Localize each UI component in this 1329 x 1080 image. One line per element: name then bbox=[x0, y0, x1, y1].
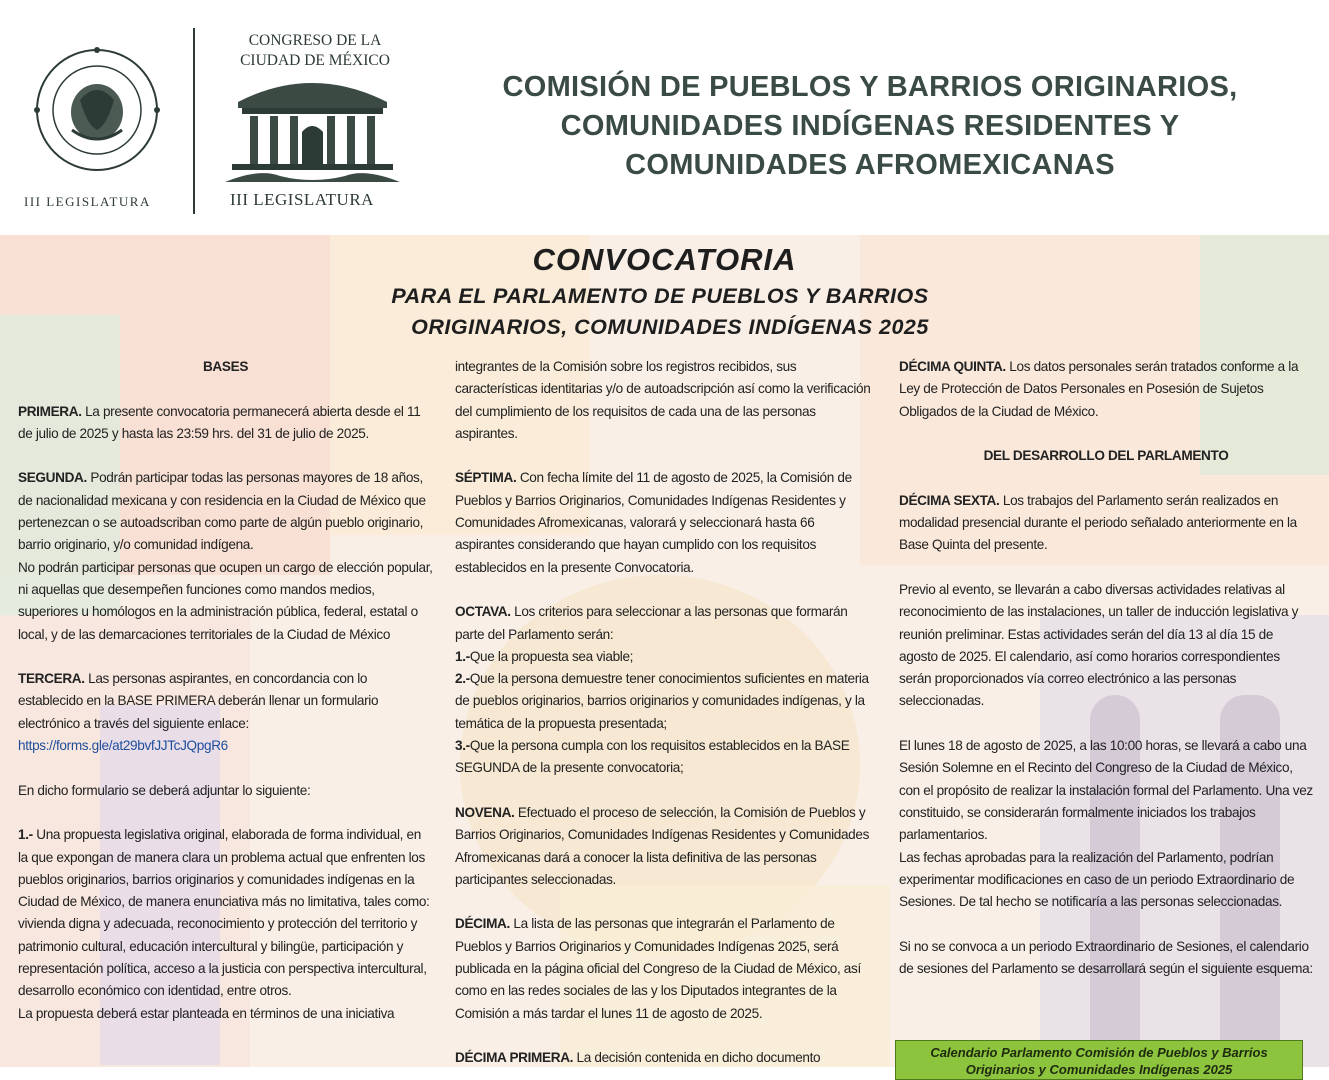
criterion-1 bbox=[455, 646, 871, 668]
criterion-1-label: 1.- bbox=[455, 648, 470, 664]
base-tercera-text: Las personas aspirantes, en concordancia con lo establecido en la BASE PRIMERA deberán llenar un formulario electrónico a través del siguiente enlace: bbox=[18, 671, 379, 731]
criterion-2-text: Que la persona demuestre tener conocimientos suficientes en materia de pueblos originarios, barrios originarios y comunidades indígenas, y la temática de la propuesta presentada; bbox=[455, 671, 869, 731]
criterion-2 bbox=[455, 668, 871, 735]
commission-title-line: COMUNIDADES INDÍGENAS RESIDENTES Y bbox=[560, 110, 1180, 142]
base-novena-text: Efectuado el proceso de selección, la Comisión de Pueblos y Barrios Originarios, Comunidades Indígenas Residentes y Comunidades Afromexicanas dará a conocer la lista definitiva de las personas participantes seleccionadas. bbox=[455, 804, 870, 887]
desarrollo-heading: DEL DESARROLLO DEL PARLAMENTO bbox=[983, 448, 1229, 464]
base-decima-quinta-label: DÉCIMA QUINTA. bbox=[899, 359, 1006, 374]
base-septima-text: Con fecha límite del 11 de agosto de 2025, la Comisión de Pueblos y Barrios Originarios, Comunidades Indígenas Residentes y Comunidades Afromexicanas, valorará y seleccionará hasta 66 aspirantes considerando que hayan cumplido con los requisitos establecidos en la presente Convocatoria. bbox=[455, 470, 852, 575]
requirement-item-1-label: 1.- bbox=[18, 827, 33, 843]
previo-paragraph: Previo al evento, se llevarán a cabo diversas actividades relativas al reconocimiento de las instalaciones, un taller de inducción legislativa y reunión preliminar. Estas actividades serán del día 13 al día 15 de agosto de 2025. El calendario, así como horarios correspondientes serán proporcionados vía correo electrónico a las personas seleccionadas. bbox=[899, 581, 1299, 709]
base-primera-text: La presente convocatoria permanecerá abierta desde el 11 de julio de 2025 y hasta las 23:59 hrs. del 31 de julio de 2025. bbox=[18, 403, 421, 441]
base-sexta-continued: integrantes de la Comisión sobre los registros recibidos, sus características identitarias y/o de autoadscripción así como la verificación del cumplimiento de los requisitos de cada una de las personas aspirantes. bbox=[455, 359, 871, 441]
base-novena-label: NOVENA. bbox=[455, 804, 515, 820]
base-primera bbox=[18, 401, 433, 446]
base-decima-primera bbox=[455, 1047, 871, 1069]
base-decima-sexta-label: DÉCIMA SEXTA. bbox=[899, 492, 1000, 508]
requirement-item-1-continued: La propuesta deberá estar planteada en términos de una iniciativa bbox=[18, 1005, 395, 1021]
commission-title bbox=[450, 68, 1290, 185]
sesion-solemne-paragraph: El lunes 18 de agosto de 2025, a las 10:00 horas, se llevará a cabo una Sesión Solemne en el Recinto del Congreso de la Ciudad de México, con el propósito de realizar la instalación formal del Parlamento. Una vez constituido, se considerarán formalmente iniciados los trabajos parlamentarios. bbox=[899, 738, 1313, 843]
base-segunda-label: SEGUNDA. bbox=[18, 470, 87, 486]
calendar-table-header: Calendario Parlamento Comisión de Pueblos y Barrios Originarios y Comunidades Indígenas 2025 bbox=[895, 1040, 1303, 1080]
base-decima-quinta-text: Los datos personales serán tratados conforme a la Ley de Protección de Datos Personales en Posesión de Sujetos Obligados de la Ciudad de México. bbox=[899, 359, 1299, 419]
congress-name-line2: CIUDAD DE MÉXICO bbox=[240, 52, 390, 69]
base-octava-label: OCTAVA. bbox=[455, 604, 511, 620]
base-decima-quinta bbox=[899, 356, 1313, 423]
base-septima bbox=[455, 467, 871, 578]
base-octava-text: Los criterios para seleccionar a las personas que formarán parte del Parlamento serán: bbox=[455, 604, 848, 642]
base-tercera-label: TERCERA. bbox=[18, 671, 85, 687]
base-decima-primera-label: DÉCIMA PRIMERA. bbox=[455, 1050, 574, 1066]
base-decima bbox=[455, 913, 871, 1024]
commission-title-line: COMISIÓN DE PUEBLOS Y BARRIOS ORIGINARIOS, bbox=[502, 71, 1238, 103]
base-segunda bbox=[18, 467, 433, 556]
convocatoria-subtitle-line2: ORIGINARIOS, COMUNIDADES INDÍGENAS 2025 bbox=[411, 315, 929, 339]
congress-name-line1: CONGRESO DE LA bbox=[248, 32, 382, 49]
legislature-left-label: III LEGISLATURA bbox=[24, 194, 151, 209]
base-octava bbox=[455, 601, 871, 646]
base-decima-sexta-text: Los trabajos del Parlamento serán realizados en modalidad presencial durante el periodo señalado anteriormente en la Base Quinta del presente. bbox=[899, 492, 1297, 553]
base-decima-text: La lista de las personas que integrarán el Parlamento de Pueblos y Barrios Originarios y Comunidades Indígenas 2025, será publicada en la página oficial del Congreso de la Ciudad de México, así como en las redes sociales de las y los Diputados integrantes de la Comisión a más tardar el lunes 11 de agosto de 2025. bbox=[455, 916, 861, 1021]
congress-building-logo bbox=[220, 72, 405, 184]
bases-heading: BASES bbox=[202, 359, 249, 374]
registration-form-link[interactable]: https://forms.gle/at29bvfJJTcJQpgR6 bbox=[18, 738, 228, 754]
base-primera-label: PRIMERA. bbox=[18, 403, 82, 419]
commission-title-line: COMUNIDADES AFROMEXICANAS bbox=[625, 149, 1115, 181]
bases-column-3 bbox=[899, 356, 1313, 980]
base-segunda-text: Podrán participar todas las personas mayores de 18 años, de nacionalidad mexicana y con residencia en la Ciudad de México que pertenezcan o se autoadscriban como parte de algún pueblo originario, barrio originario, y/o comunidad indígena. bbox=[18, 470, 426, 553]
convocatoria-title: CONVOCATORIA bbox=[532, 242, 797, 277]
calendario-intro-paragraph: Si no se convoca a un periodo Extraordinario de Sesiones, el calendario de sesiones del Parlamento se desarrollará según el siguiente esquema: bbox=[899, 938, 1313, 977]
criterion-3-label: 3.- bbox=[455, 738, 470, 754]
criterion-3 bbox=[455, 735, 871, 780]
header-divider bbox=[193, 28, 195, 214]
fechas-paragraph: Las fechas aprobadas para la realización del Parlamento, podrían experimentar modificaciones en caso de un periodo Extraordinario de Sesiones. De tal hecho se notificaría a las personas seleccionadas. bbox=[899, 849, 1295, 910]
base-novena bbox=[455, 802, 871, 891]
legislature-right-label: III LEGISLATURA bbox=[230, 190, 374, 209]
form-attachments-intro: En dicho formulario se deberá adjuntar lo siguiente: bbox=[18, 782, 311, 798]
base-segunda-restriction: No podrán participar personas que ocupen un cargo de elección popular, ni aquellas que desempeñen funciones como mandos medios, superiores u homólogos en la administración pública, federal, estatal o local, y de las demarcaciones territoriales de la Ciudad de México bbox=[18, 559, 433, 642]
base-decima-sexta bbox=[899, 490, 1313, 557]
base-septima-label: SÉPTIMA. bbox=[455, 470, 517, 486]
criterion-2-label: 2.- bbox=[455, 671, 470, 687]
base-tercera bbox=[18, 668, 433, 735]
document-header bbox=[0, 0, 1329, 235]
convocatoria-subtitle-line1: PARA EL PARLAMENTO DE PUEBLOS Y BARRIOS bbox=[391, 284, 929, 308]
base-decima-primera-text: La decisión contenida en dicho documento bbox=[573, 1050, 821, 1066]
base-decima-label: DÉCIMA. bbox=[455, 916, 510, 932]
requirement-item-1-text: Una propuesta legislativa original, elaborada de forma individual, en la que expongan de manera clara un problema actual que enfrenten los pueblos originarios, barrios originarios y comunidades indígenas en la Ciudad de México, de manera enunciativa más no limitativa, tales como: vivienda digna y adecuada, reconocimiento y protección del territorio y patrimonio cultural, educación intercultural y bilingüe, participación y representación política, acceso a la justicia con perspectiva intercultural, desarrollo económico con identidad, entre otros. bbox=[18, 827, 430, 999]
requirement-item-1 bbox=[18, 824, 433, 1002]
criterion-3-text: Que la persona cumpla con los requisitos establecidos en la BASE SEGUNDA de la presente convocatoria; bbox=[455, 738, 850, 776]
bases-column-1 bbox=[18, 356, 433, 1025]
bases-column-2 bbox=[455, 356, 871, 1070]
criterion-1-text: Que la propuesta sea viable; bbox=[469, 648, 634, 664]
congress-seal-logo bbox=[22, 30, 177, 215]
